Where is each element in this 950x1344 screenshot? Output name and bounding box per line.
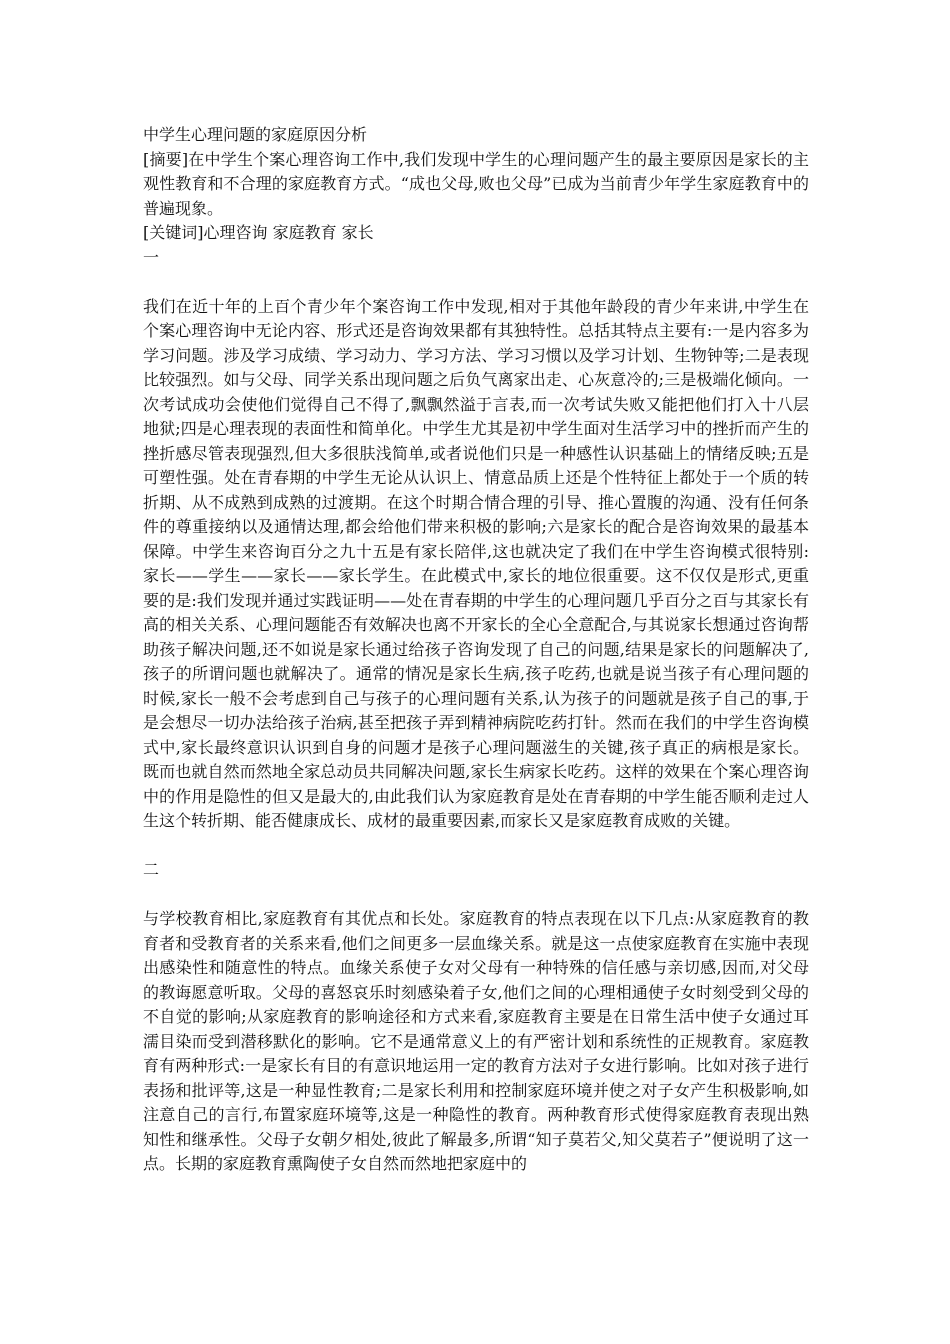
document-title: 中学生心理问题的家庭原因分析 — [143, 125, 368, 144]
blank-line — [143, 270, 809, 295]
blank-line — [143, 883, 809, 908]
section-1-body: 我们在近十年的上百个青少年个案咨询工作中发现,相对于其他年龄段的青少年来讲,中学生在个案心理咨询中无论内容、形式还是咨询效果都有其独特性。总括其特点主要有:一是内容多为学习问题。涉及学习成绩、学习动力、学习方法、学习习惯以及学习计划、生物钟等;二是表现比较强烈。如与父母、同学关系出现问题之后负气离家出走、心灰意冷的;三是极端化倾向。一次考试成功会使他们觉得自己不得了,飘飘然溢于言表,而一次考试失败又能把他们打入十八层地狱;四是心理表现的表面性和简单化。中学生尤其是初中学生面对生活学习中的挫折而产生的挫折感尽管表现强烈,但大多很肤浅简单,或者说他们只是一种感性认识基础上的情绪反映;五是可塑性强。处在青春期的中学生无论从认识上、情意品质上还是个性特征上都处于一个质的转折期、从不成熟到成熟的过渡期。在这个时期合情合理的引导、推心置腹的沟通、没有任何条件的尊重接纳以及通情达理,都会给他们带来积极的影响;六是家长的配合是咨询效果的最基本保障。中学生来咨询百分之九十五是有家长陪伴,这也就决定了我们在中学生咨询模式很特别:家长——学生——家长——家长学生。在此模式中,家长的地位很重要。这不仅仅是形式,更重要的是:我们发现并通过实践证明——处在青春期的中学生的心理问题几乎百分之百与其家长有高的相关关系、心理问题能否有效解决也离不开家长的全心全意配合,与其说家长想通过咨询帮助孩子解决问题,还不如说是家长通过给孩子咨询发现了自己的问题,结果是家长的问题解决了,孩子的所谓问题也就解决了。通常的情况是家长生病,孩子吃药,也就是说当孩子有心理问题的时候,家长一般不会考虑到自己与孩子的心理问题有关系,认为孩子的问题就是孩子自己的事,于是会想尽一切办法给孩子治病,甚至把孩子弄到精神病院吃药打针。然而在我们的中学生咨询模式中,家长最终意识认识到自身的问题才是孩子心理问题滋生的关键,孩子真正的病根是家长。既而也就自然而然地全家总动员共同解决问题,家长生病家长吃药。这样的效果在个案心理咨询中的作用是隐性的但又是最大的,由此我们认为家庭教育是处在青春期的中学生能否顺利走过人生这个转折期、能否健康成长、成材的最重要因素,而家长又是家庭教育成败的关键。 — [143, 296, 809, 830]
document-page — [143, 123, 809, 1177]
section-heading-2: 二 — [143, 860, 160, 879]
blank-line — [143, 834, 809, 859]
section-heading-1: 一 — [143, 247, 160, 267]
abstract-paragraph: [摘要]在中学生个案心理咨询工作中,我们发现中学生的心理问题产生的最主要原因是家长的主观性教育和不合理的家庭教育方式。“成也父母,败也父母”已成为当前青少年学生家庭教育中的普遍现象。 — [143, 149, 809, 218]
keywords-line: [关键词]心理咨询 家庭教育 家长 — [143, 223, 374, 242]
section-2-body: 与学校教育相比,家庭教育有其优点和长处。家庭教育的特点表现在以下几点:从家庭教育的教育者和受教育者的关系来看,他们之间更多一层血缘关系。就是这一点使家庭教育在实施中表现出感染性和随意性的特点。血缘关系使子女对父母有一种特殊的信任感与亲切感,因而,对父母的教诲愿意听取。父母的喜怒哀乐时刻感染着子女,他们之间的心理相通使子女时刻受到父母的不自觉的影响;从家庭教育的影响途径和方式来看,家庭教育主要是在日常生活中使子女通过耳濡目染而受到潜移默化的影响。它不是通常意义上的有严密计划和系统性的正规教育。家庭教育有两种形式:一是家长有目的有意识地运用一定的教育方法对子女进行影响。比如对孩子进行表扬和批评等,这是一种显性教育;二是家长利用和控制家庭环境并使之对子女产生积极影响,如注意自己的言行,布置家庭环境等,这是一种隐性的教育。两种教育形式使得家庭教育表现出熟知性和继承性。父母子女朝夕相处,彼此了解最多,所谓“知子莫若父,知父莫若子”便说明了这一点。长期的家庭教育熏陶使子女自然而然地把家庭中的 — [143, 909, 809, 1173]
